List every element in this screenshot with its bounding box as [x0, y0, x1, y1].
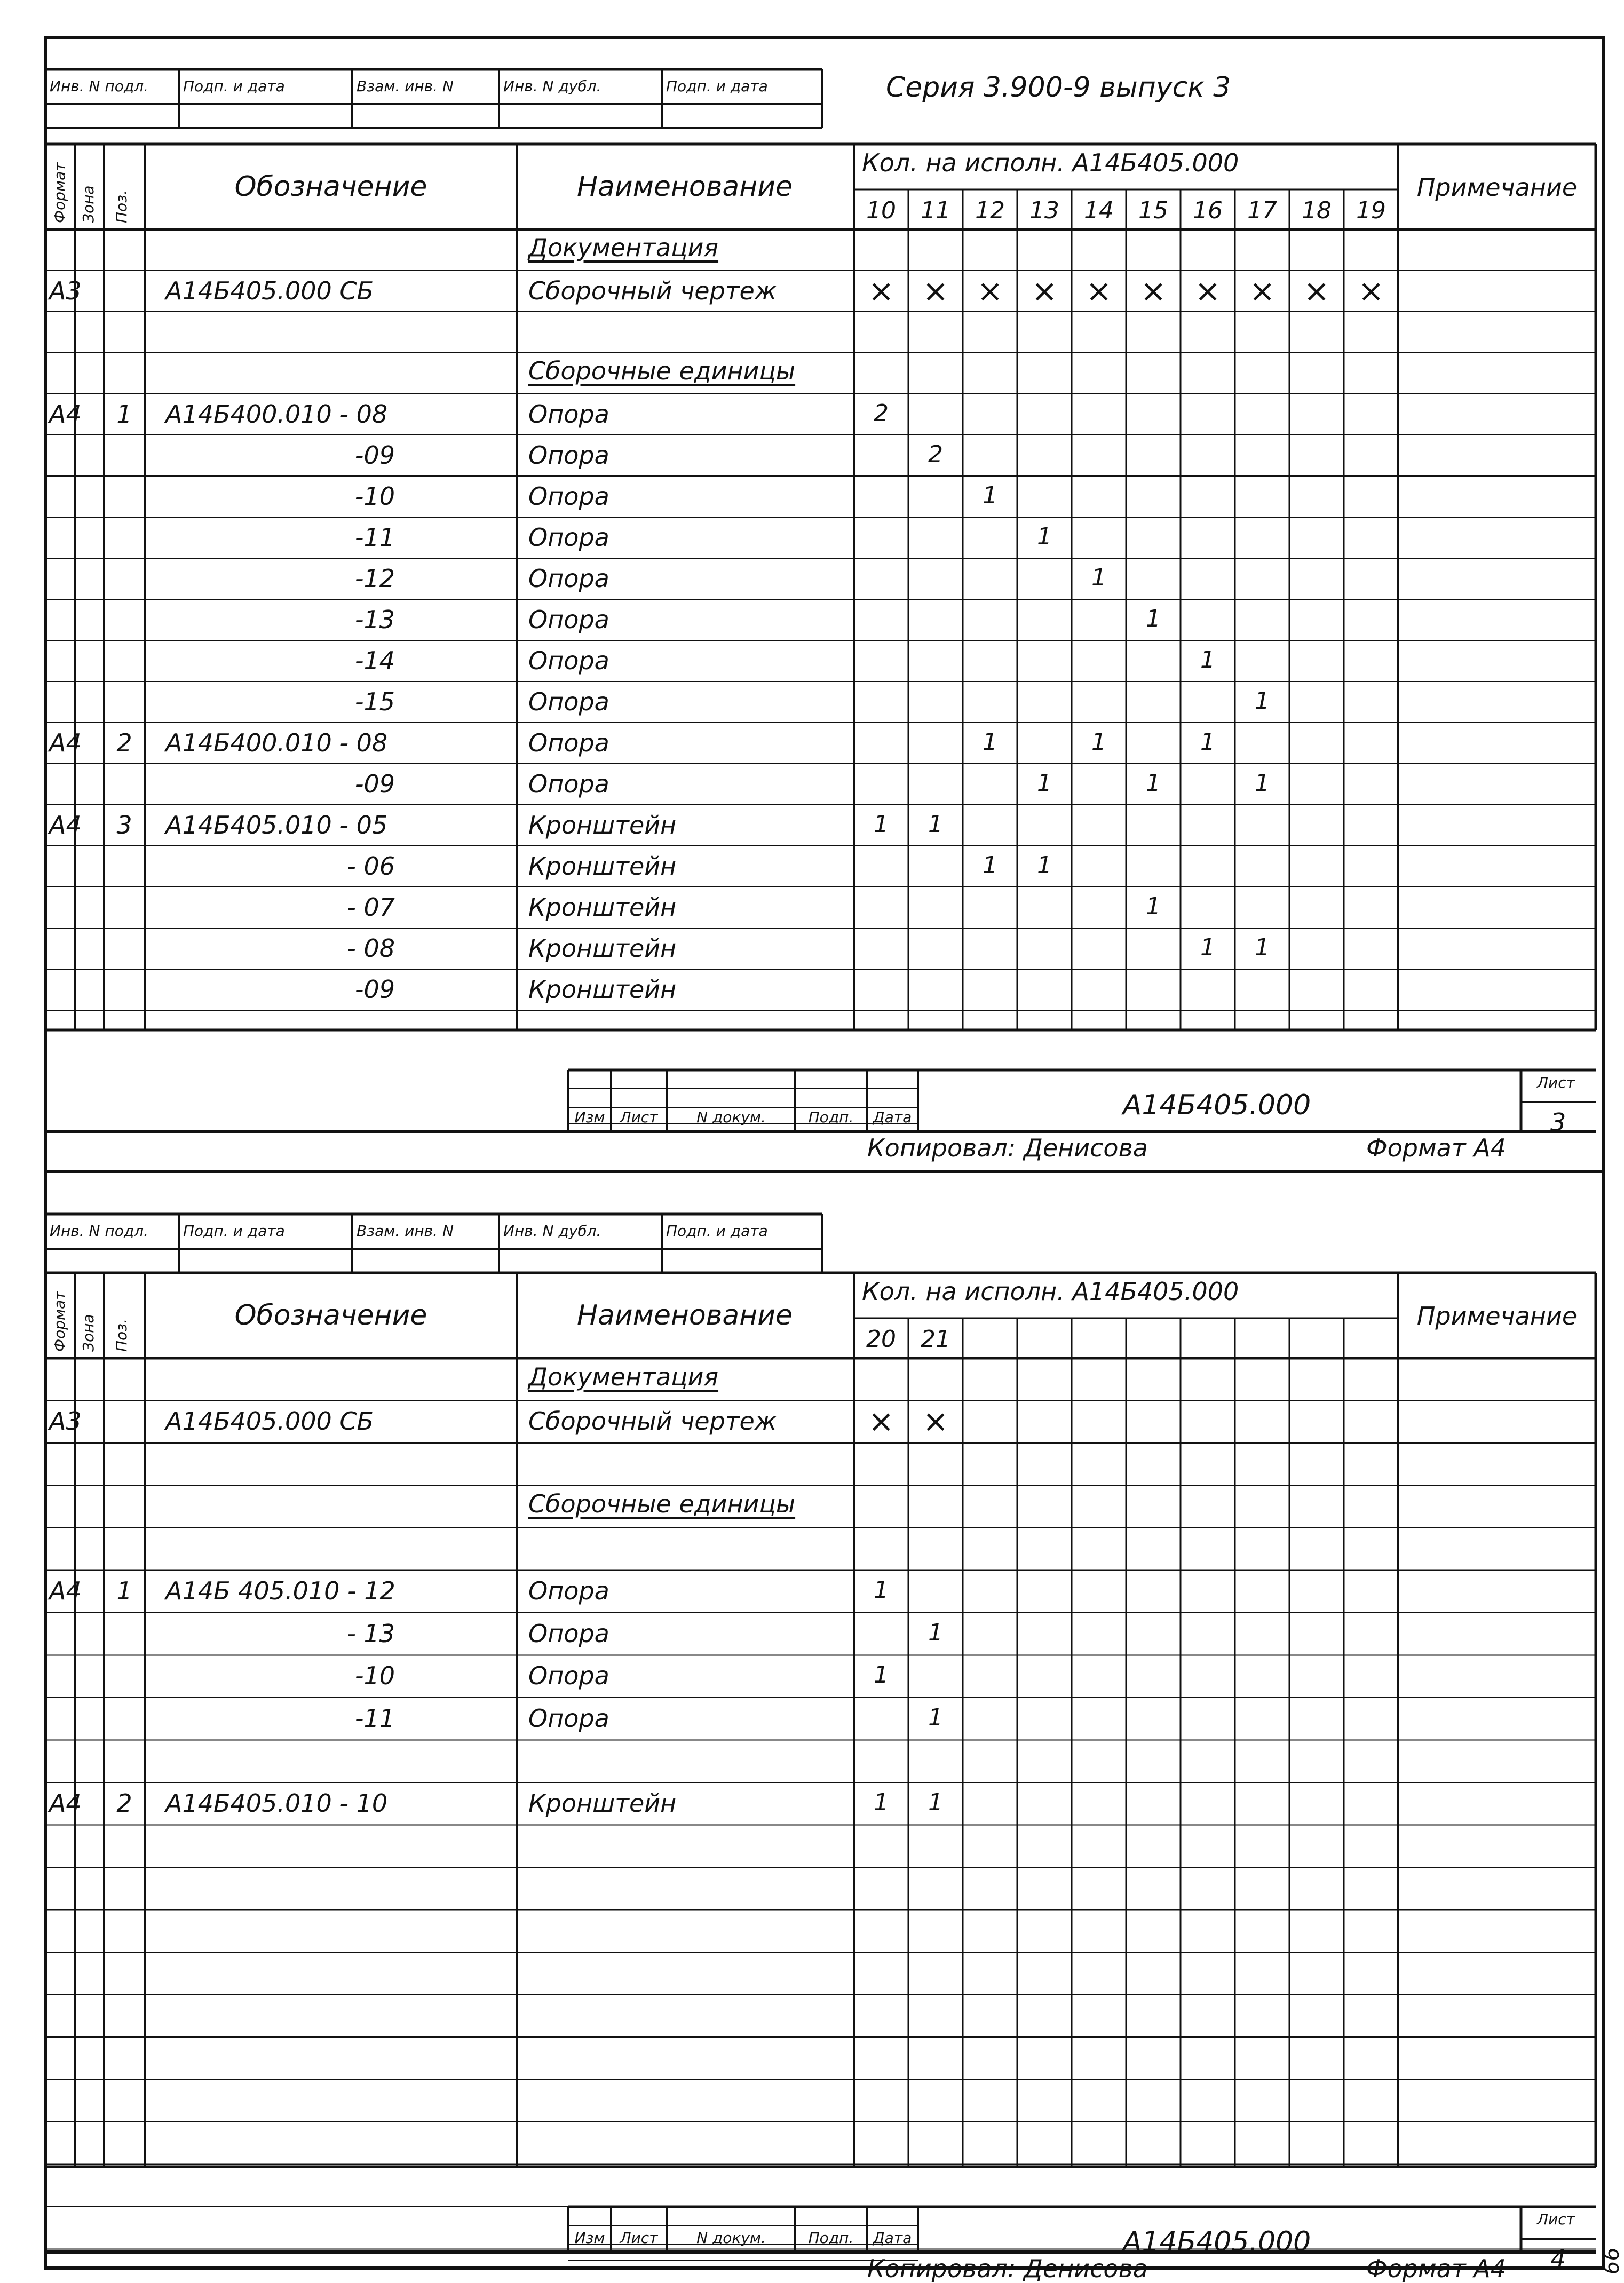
header-designation: Обозначение	[234, 171, 427, 203]
sheet-label: Лист	[1537, 2210, 1575, 2228]
copied-by: Копировал: Денисова	[867, 1133, 1148, 1162]
stamp-field-4: Подп. и дата	[666, 1222, 768, 1240]
row-name: Опора	[528, 440, 609, 470]
row-designation: -09	[354, 974, 395, 1004]
qty-cell: ×	[1031, 272, 1058, 309]
row-designation: А14Б 405.010 - 12	[165, 1576, 395, 1606]
qty-cell: 1	[928, 1619, 943, 1646]
row-designation: -14	[354, 646, 395, 675]
section-heading: Документация	[528, 233, 719, 262]
qty-cell: 1	[874, 1576, 889, 1604]
row-name: Кронштейн	[528, 810, 677, 839]
row-name: Опора	[528, 1661, 609, 1691]
row-designation: - 07	[347, 892, 395, 922]
header-pos: Поз.	[113, 1319, 130, 1352]
stamp-field-4: Подп. и дата	[666, 77, 768, 95]
variant-16: 16	[1193, 197, 1223, 224]
row-designation: А14Б400.010 - 08	[165, 399, 388, 429]
row-position: 1	[116, 1576, 132, 1606]
row-name: Сборочный чертеж	[528, 1407, 777, 1436]
row-name: Опора	[528, 769, 609, 798]
qty-cell: 1	[928, 810, 943, 838]
qty-header: Кол. на исполн. А14Б405.000	[862, 148, 1239, 177]
qty-cell: 1	[1037, 769, 1052, 797]
title-col-4: Дата	[873, 2229, 912, 2247]
row-designation: -09	[354, 769, 395, 798]
header-format: Формат	[51, 1291, 68, 1352]
qty-cell: ×	[1358, 272, 1384, 309]
variant-20: 20	[866, 1326, 896, 1353]
row-designation: А14Б400.010 - 08	[165, 728, 388, 757]
qty-cell: 1	[1091, 564, 1106, 591]
document-number: А14Б405.000	[1122, 1089, 1311, 1121]
qty-cell: 1	[1037, 522, 1052, 550]
header-pos: Поз.	[113, 190, 130, 223]
row-designation: А14Б405.000 СБ	[165, 1407, 374, 1436]
qty-cell: 1	[1037, 851, 1052, 879]
row-designation: -12	[354, 564, 395, 593]
qty-cell: 1	[983, 728, 997, 756]
row-name: Опора	[528, 399, 609, 429]
row-position: 2	[116, 728, 132, 757]
header-zone: Зона	[80, 185, 97, 223]
variant-14: 14	[1084, 197, 1114, 224]
series-header: Серия 3.900-9 выпуск 3	[886, 72, 1231, 104]
row-position: 1	[116, 399, 132, 429]
row-name: Опора	[528, 481, 609, 511]
row-name: Опора	[528, 1619, 609, 1648]
stamp-field-0: Инв. N подл.	[50, 1222, 148, 1240]
copied-by: Копировал: Денисова	[867, 2254, 1148, 2283]
row-name: Кронштейн	[528, 892, 677, 922]
row-format: А3	[49, 1407, 82, 1436]
row-format: А4	[49, 810, 82, 839]
row-name: Опора	[528, 1576, 609, 1606]
qty-cell: 1	[874, 810, 889, 838]
row-designation: А14Б405.010 - 05	[165, 810, 388, 839]
variant-18: 18	[1302, 197, 1332, 224]
row-designation: А14Б405.000 СБ	[165, 276, 374, 305]
variant-13: 13	[1029, 197, 1059, 224]
row-designation: -11	[354, 1703, 395, 1733]
qty-cell: 1	[1255, 687, 1270, 715]
stamp-field-3: Инв. N дубл.	[503, 77, 601, 95]
stamp-field-2: Взам. инв. N	[357, 1222, 454, 1240]
title-col-2: N докум.	[696, 1108, 766, 1126]
qty-cell: 1	[1146, 892, 1161, 920]
stamp-field-0: Инв. N подл.	[50, 77, 148, 95]
variant-19: 19	[1356, 197, 1386, 224]
qty-cell: ×	[922, 272, 949, 309]
row-name: Кронштейн	[528, 974, 677, 1004]
title-col-0: Изм	[574, 2229, 605, 2247]
qty-cell: 1	[1091, 728, 1106, 756]
qty-header: Кол. на исполн. А14Б405.000	[862, 1277, 1239, 1306]
qty-cell: ×	[1194, 272, 1221, 309]
title-col-3: Подп.	[808, 1108, 854, 1126]
qty-cell: ×	[922, 1403, 949, 1440]
title-col-3: Подп.	[808, 2229, 854, 2247]
qty-cell: ×	[868, 272, 894, 309]
qty-cell: 1	[983, 481, 997, 509]
row-name: Кронштейн	[528, 1788, 677, 1818]
header-zone: Зона	[80, 1314, 97, 1352]
row-designation: -15	[354, 687, 395, 716]
variant-11: 11	[921, 197, 950, 224]
sheet-number: 4	[1550, 2245, 1566, 2273]
section-heading: Сборочные единицы	[528, 356, 796, 385]
qty-cell: 1	[1146, 769, 1161, 797]
row-designation: -11	[354, 522, 395, 552]
row-designation: - 08	[347, 933, 395, 963]
row-designation: -09	[354, 440, 395, 470]
qty-cell: 1	[928, 1788, 943, 1816]
variant-17: 17	[1247, 197, 1277, 224]
qty-cell: 1	[983, 851, 997, 879]
qty-cell: ×	[1249, 272, 1276, 309]
qty-cell: ×	[868, 1403, 894, 1440]
header-name: Наименование	[576, 1299, 793, 1331]
qty-cell: 1	[1146, 605, 1161, 632]
header-format: Формат	[51, 162, 68, 223]
qty-cell: 1	[1255, 769, 1270, 797]
stamp-field-3: Инв. N дубл.	[503, 1222, 601, 1240]
sheet-number: 3	[1550, 1108, 1566, 1137]
row-name: Опора	[528, 1703, 609, 1733]
variant-10: 10	[866, 197, 896, 224]
row-position: 3	[116, 810, 132, 839]
row-designation: - 13	[347, 1619, 395, 1648]
qty-cell: 1	[874, 1661, 889, 1689]
row-designation: - 06	[347, 851, 395, 881]
variant-12: 12	[975, 197, 1005, 224]
margin-page-number: 66	[1599, 2247, 1624, 2274]
document-number: А14Б405.000	[1122, 2226, 1311, 2258]
stamp-field-2: Взам. инв. N	[357, 77, 454, 95]
row-name: Опора	[528, 522, 609, 552]
qty-cell: 2	[874, 399, 889, 427]
title-col-4: Дата	[873, 1108, 912, 1126]
qty-cell: ×	[1086, 272, 1112, 309]
qty-cell: 2	[928, 440, 943, 468]
row-name: Опора	[528, 646, 609, 675]
qty-cell: 1	[1200, 646, 1215, 673]
row-format: А4	[49, 399, 82, 429]
header-note: Примечание	[1416, 1302, 1578, 1330]
section-heading: Документация	[528, 1362, 719, 1391]
row-designation: -10	[354, 481, 395, 511]
row-name: Сборочный чертеж	[528, 276, 777, 305]
format-note: Формат А4	[1366, 1133, 1506, 1162]
title-col-1: Лист	[620, 1108, 658, 1126]
stamp-field-1: Подп. и дата	[183, 77, 285, 95]
row-format: А4	[49, 728, 82, 757]
row-position: 2	[116, 1788, 132, 1818]
row-name: Опора	[528, 687, 609, 716]
row-designation: -13	[354, 605, 395, 634]
row-name: Кронштейн	[528, 933, 677, 963]
qty-cell: 1	[1200, 728, 1215, 756]
header-note: Примечание	[1416, 173, 1578, 202]
title-col-1: Лист	[620, 2229, 658, 2247]
qty-cell: ×	[977, 272, 1003, 309]
header-name: Наименование	[576, 171, 793, 203]
row-format: А4	[49, 1788, 82, 1818]
qty-cell: 1	[1255, 933, 1270, 961]
stamp-field-1: Подп. и дата	[183, 1222, 285, 1240]
format-note: Формат А4	[1366, 2254, 1506, 2283]
row-designation: -10	[354, 1661, 395, 1691]
row-designation: А14Б405.010 - 10	[165, 1788, 388, 1818]
qty-cell: 1	[874, 1788, 889, 1816]
header-designation: Обозначение	[234, 1299, 427, 1331]
variant-21: 21	[921, 1326, 950, 1353]
row-name: Кронштейн	[528, 851, 677, 881]
variant-15: 15	[1138, 197, 1168, 224]
sheet-label: Лист	[1537, 1074, 1575, 1091]
qty-cell: ×	[1140, 272, 1167, 309]
section-heading: Сборочные единицы	[528, 1489, 796, 1519]
title-col-2: N докум.	[696, 2229, 766, 2247]
row-format: А4	[49, 1576, 82, 1606]
title-col-0: Изм	[574, 1108, 605, 1126]
qty-cell: 1	[1200, 933, 1215, 961]
row-format: А3	[49, 276, 82, 305]
row-name: Опора	[528, 564, 609, 593]
qty-cell: ×	[1303, 272, 1330, 309]
row-name: Опора	[528, 728, 609, 757]
qty-cell: 1	[928, 1703, 943, 1731]
row-name: Опора	[528, 605, 609, 634]
